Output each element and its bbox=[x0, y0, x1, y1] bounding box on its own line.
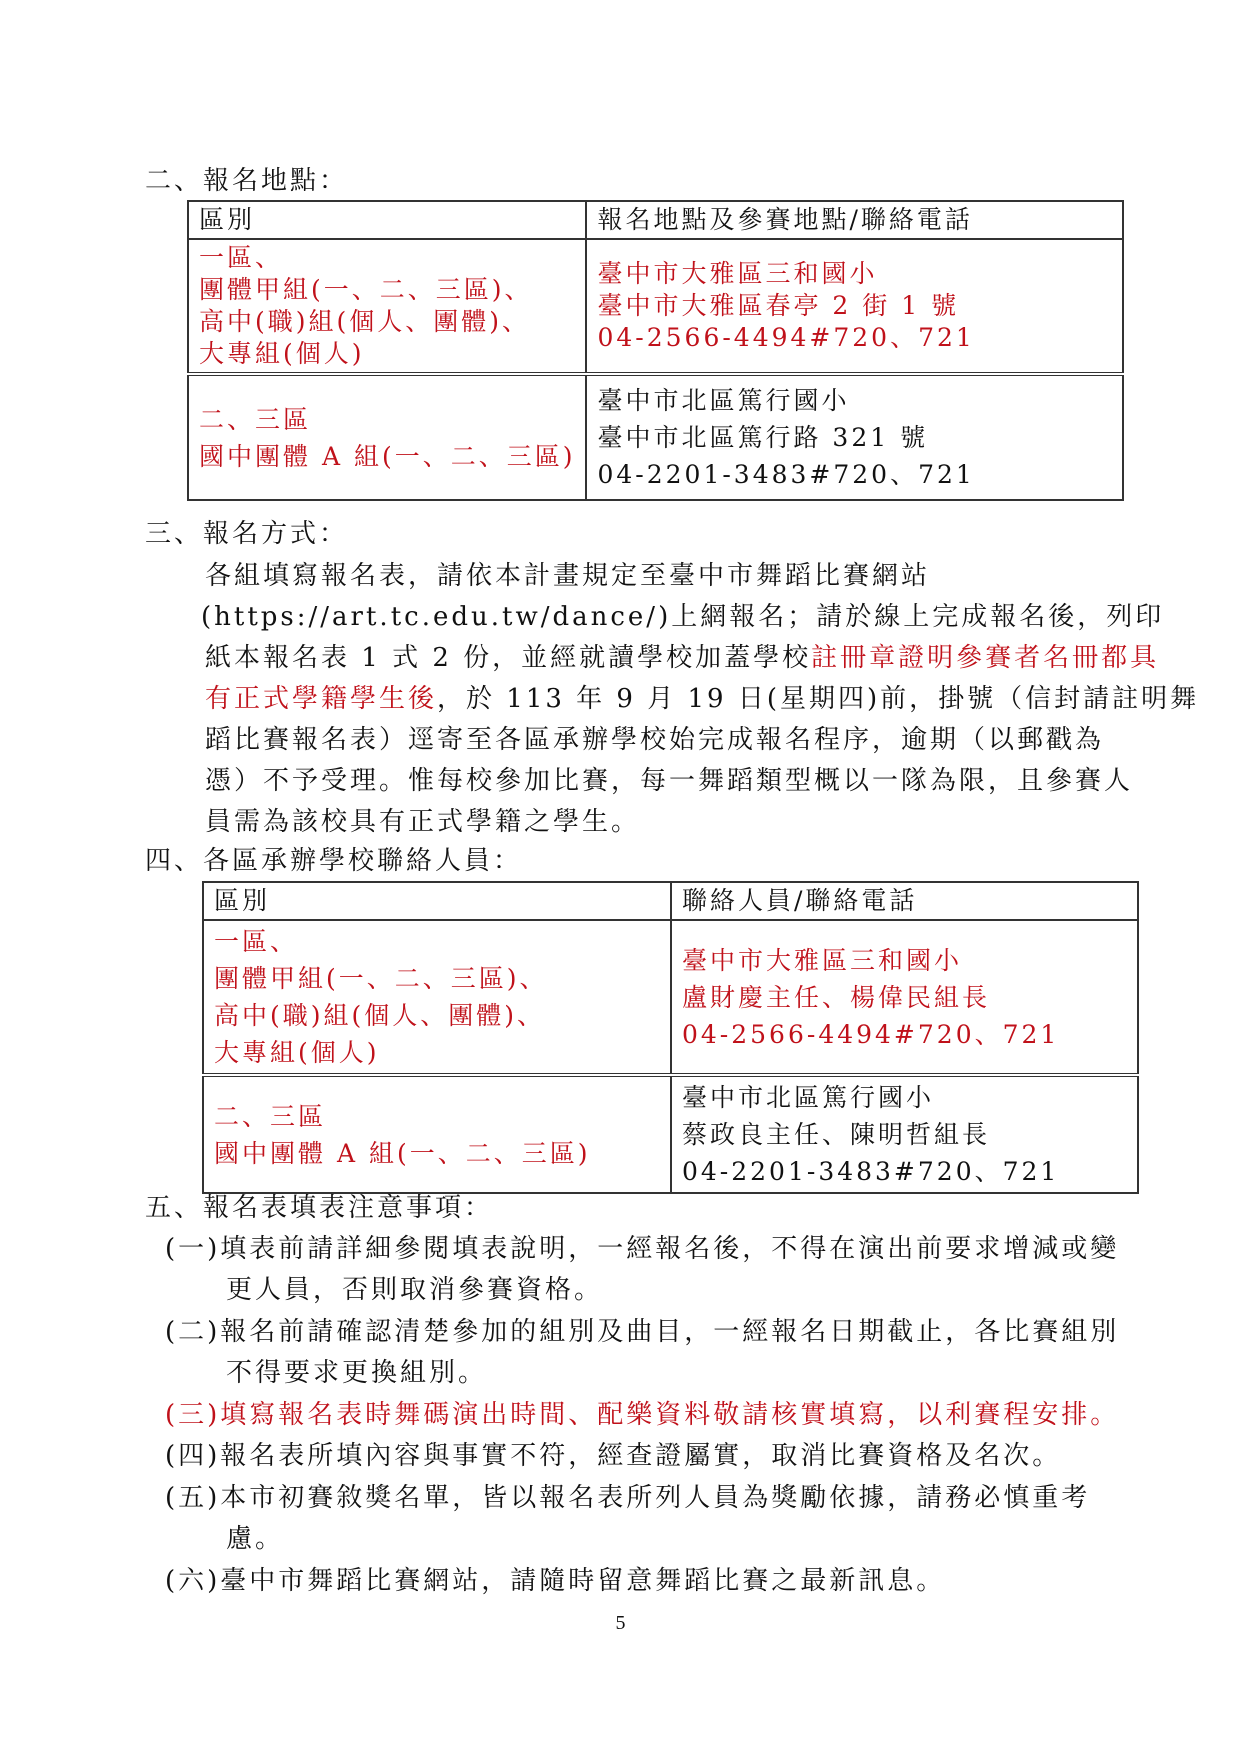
note-item-6: (六)臺中市舞蹈比賽網站，請隨時留意舞蹈比賽之最新訊息。 bbox=[165, 1566, 946, 1596]
contact-person-table bbox=[202, 881, 1139, 1194]
section-4-heading: 四、各區承辦學校聯絡人員： bbox=[145, 846, 523, 876]
note-item-3: (三)填寫報名表時舞碼演出時間、配樂資料敬請核實填寫，以利賽程安排。 bbox=[165, 1400, 1120, 1430]
note-item-1-continued: 更人員，否則取消參賽資格。 bbox=[226, 1275, 604, 1305]
paragraph-line: (https://art.tc.edu.tw/dance/)上網報名；請於線上完成報名後，列印 bbox=[201, 602, 1165, 632]
location-cell: 臺中市大雅區三和國小 臺中市大雅區春亭 2 街 1 號 04-2566-4494#720、721 bbox=[586, 239, 1123, 374]
district-cell: 一區、 團體甲組(一、二、三區)、 高中(職)組(個人、團體)、 大專組(個人) bbox=[203, 920, 671, 1075]
header-contact: 聯絡人員/聯絡電話 bbox=[671, 882, 1138, 920]
paragraph-line: 蹈比賽報名表）逕寄至各區承辦學校始完成報名程序，逾期（以郵戳為 bbox=[205, 725, 1105, 755]
note-item-2-continued: 不得要求更換組別。 bbox=[226, 1358, 488, 1388]
location-cell: 臺中市北區篤行國小 臺中市北區篤行路 321 號 04-2201-3483#720、721 bbox=[586, 374, 1123, 500]
table-header-row bbox=[188, 201, 1123, 239]
table-header-row bbox=[203, 882, 1138, 920]
district-cell: 二、三區 國中團體 A 組(一、二、三區) bbox=[203, 1075, 671, 1193]
section-2-heading: 二、報名地點： bbox=[145, 166, 349, 196]
paragraph-line: 有正式學籍學生後，於 113 年 9 月 19 日(星期四)前，掛號（信封請註明舞 bbox=[205, 684, 1200, 714]
note-item-2: (二)報名前請確認清楚參加的組別及曲目，一經報名日期截止，各比賽組別 bbox=[165, 1317, 1120, 1347]
registration-location-table bbox=[187, 200, 1124, 501]
note-item-5: (五)本市初賽敘獎名單，皆以報名表所列人員為獎勵依據，請務必慎重考 bbox=[165, 1483, 1091, 1513]
table-row bbox=[203, 1075, 1138, 1193]
note-item-1: (一)填表前請詳細參閱填表說明，一經報名後，不得在演出前要求增減或變 bbox=[165, 1234, 1120, 1264]
district-cell: 一區、 團體甲組(一、二、三區)、 高中(職)組(個人、團體)、 大專組(個人) bbox=[188, 239, 586, 374]
note-item-4: (四)報名表所填內容與事實不符，經查證屬實，取消比賽資格及名次。 bbox=[165, 1441, 1062, 1471]
header-district: 區別 bbox=[188, 201, 586, 239]
paragraph-line: 員需為該校具有正式學籍之學生。 bbox=[205, 807, 641, 837]
paragraph-line: 憑）不予受理。惟每校參加比賽，每一舞蹈類型概以一隊為限，且參賽人 bbox=[205, 766, 1134, 796]
section-5-heading: 五、報名表填表注意事項： bbox=[145, 1193, 494, 1223]
district-cell: 二、三區 國中團體 A 組(一、二、三區) bbox=[188, 374, 586, 500]
header-district: 區別 bbox=[203, 882, 671, 920]
header-location: 報名地點及參賽地點/聯絡電話 bbox=[586, 201, 1123, 239]
page-number: 5 bbox=[615, 1612, 626, 1634]
paragraph-line: 紙本報名表 1 式 2 份，並經就讀學校加蓋學校註冊章證明參賽者名冊都具 bbox=[205, 643, 1160, 673]
table-row bbox=[188, 374, 1123, 500]
paragraph-line: 各組填寫報名表，請依本計畫規定至臺中市舞蹈比賽網站 bbox=[205, 561, 931, 591]
note-item-5-continued: 慮。 bbox=[226, 1524, 285, 1554]
section-3-heading: 三、報名方式： bbox=[145, 519, 349, 549]
table-row bbox=[203, 920, 1138, 1075]
registration-method-paragraph bbox=[201, 556, 1200, 843]
contact-cell: 臺中市北區篤行國小 蔡政良主任、陳明哲組長 04-2201-3483#720、721 bbox=[671, 1075, 1138, 1193]
table-row bbox=[188, 239, 1123, 374]
contact-cell: 臺中市大雅區三和國小 盧財慶主任、楊偉民組長 04-2566-4494#720、721 bbox=[671, 920, 1138, 1075]
